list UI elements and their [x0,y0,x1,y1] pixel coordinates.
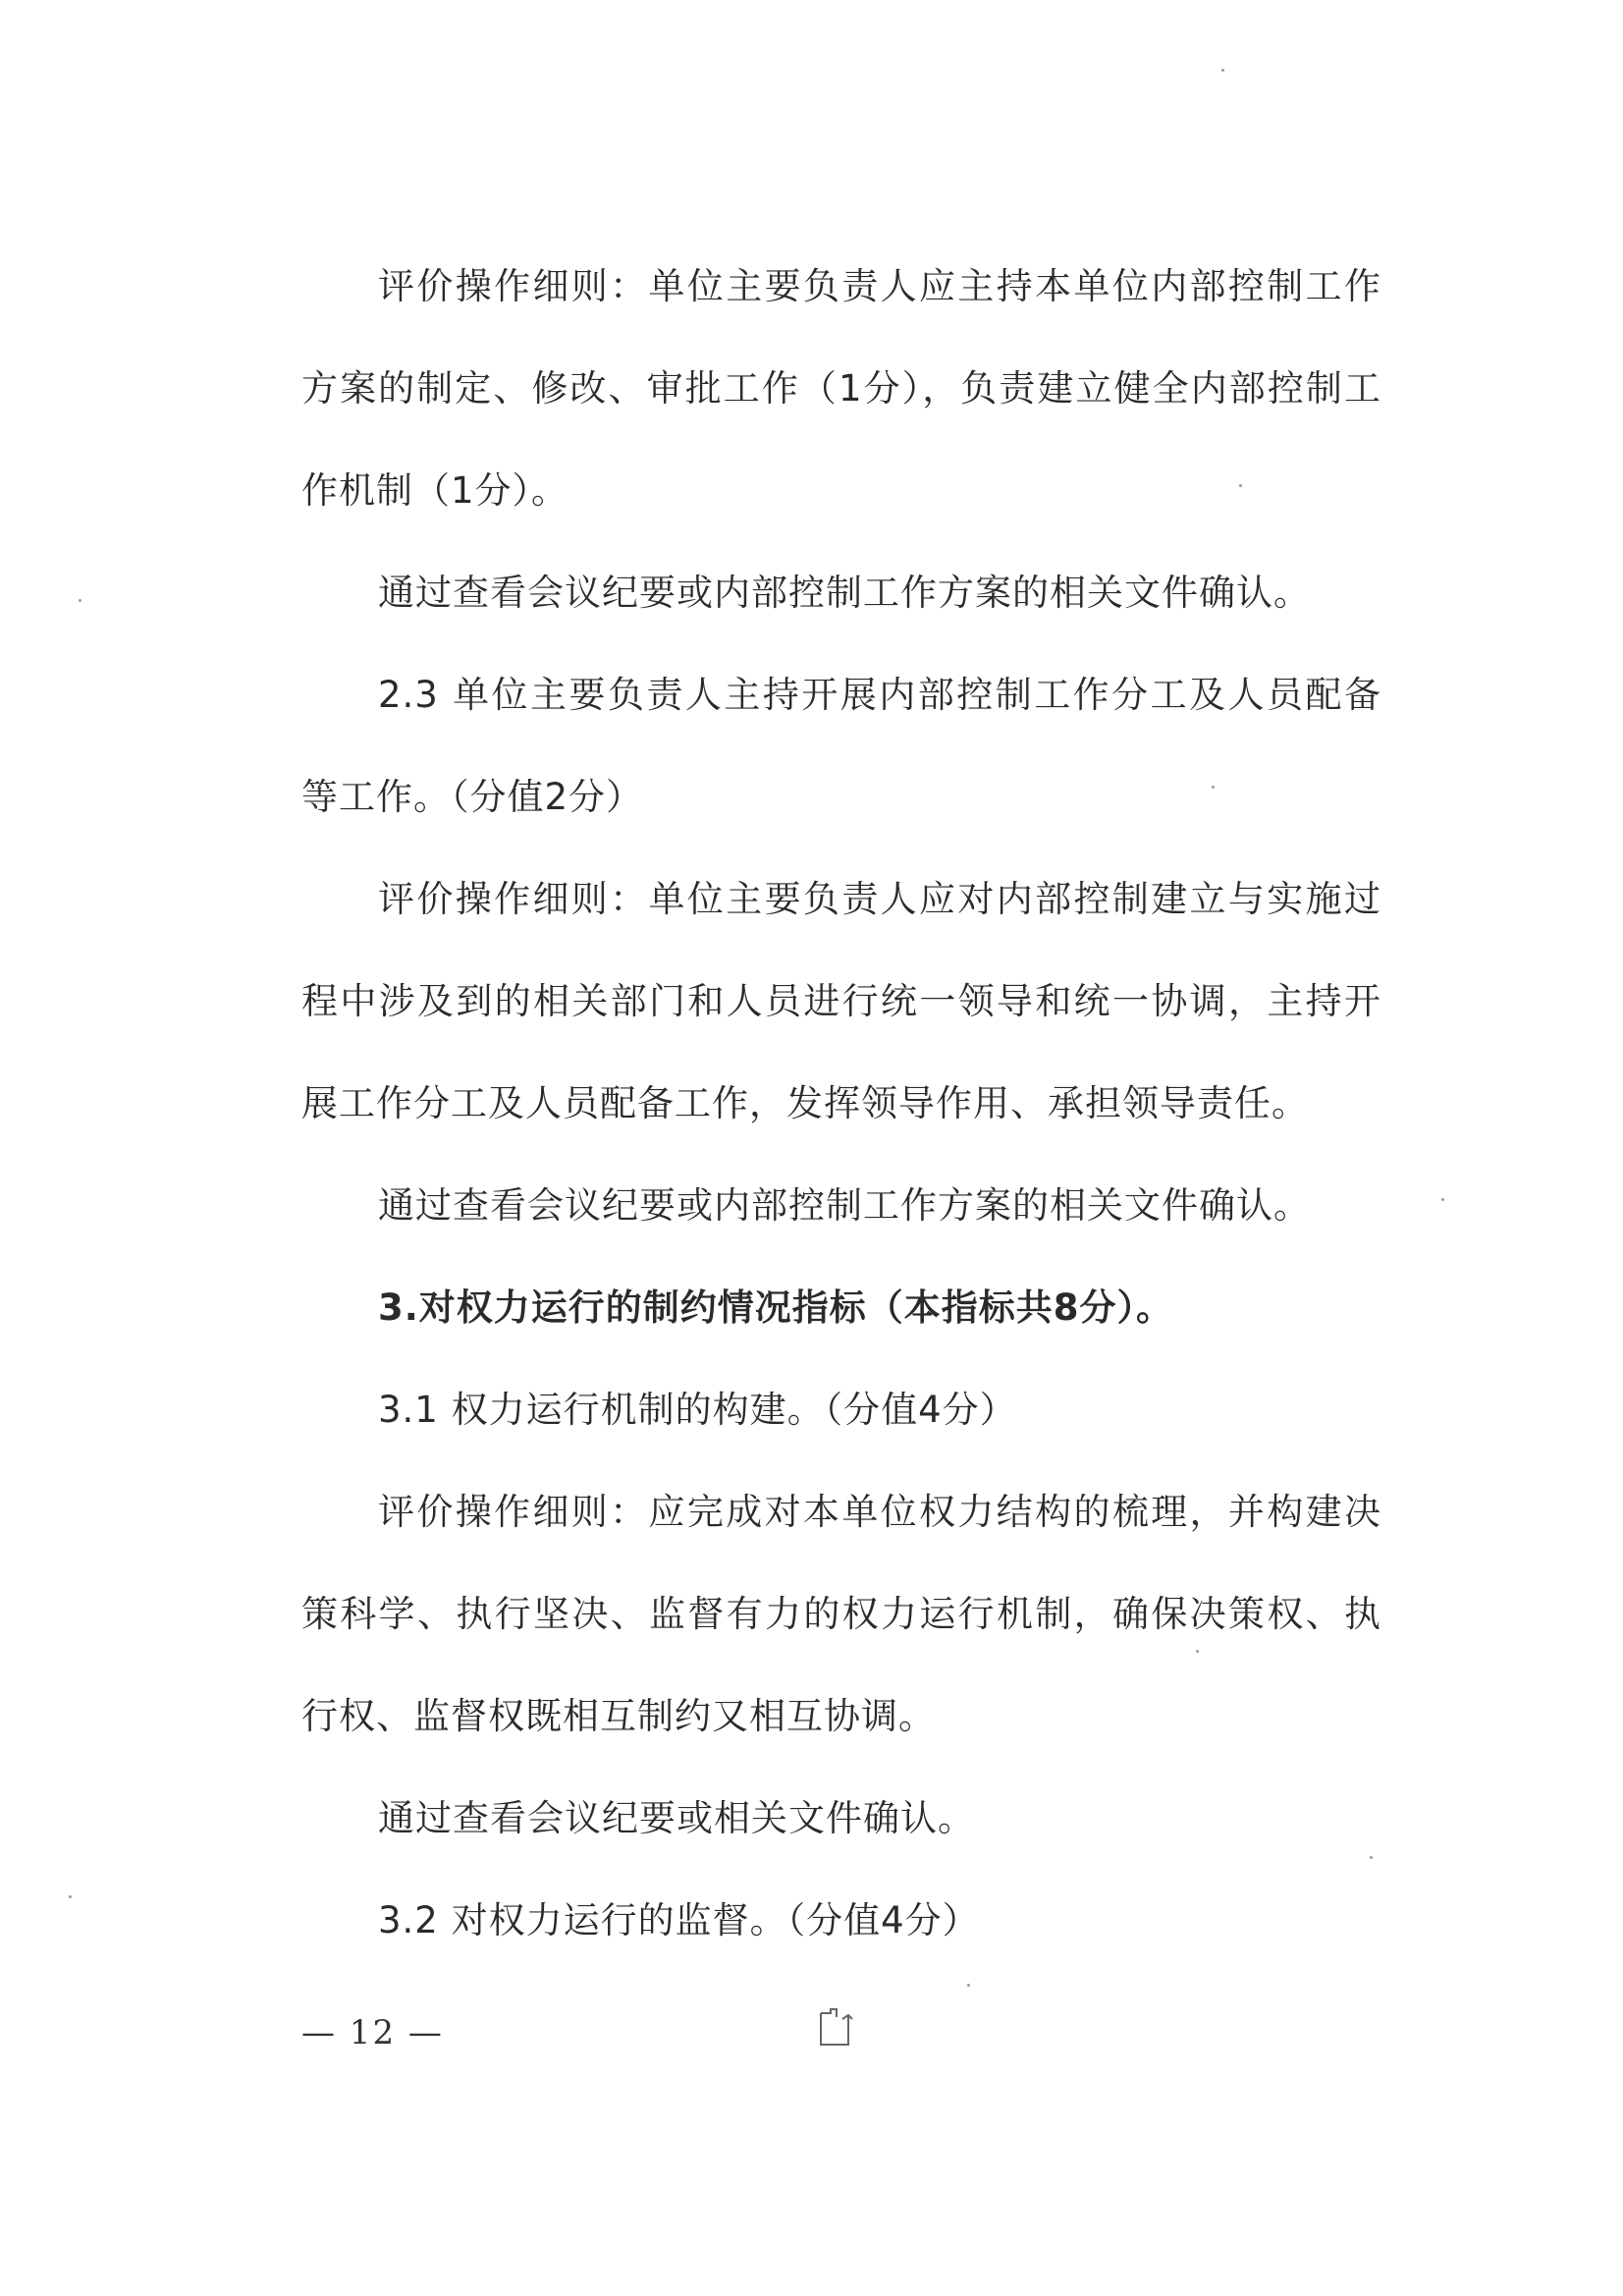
scan-speck [1212,786,1215,789]
paragraph-1: 评价操作细则：单位主要负责人应主持本单位内部控制工作方案的制定、修改、审批工作（1分），负责建立健全内部控制工作机制（1分）。 [301,265,1381,512]
scan-speck [1441,1198,1444,1201]
scan-stamp-mark [815,2005,858,2052]
page-number: — 12 — [301,2013,444,2052]
scan-speck [79,599,81,602]
paragraph-4: 评价操作细则：单位主要负责人应对内部控制建立与实施过程中涉及到的相关部门和人员进行统一领导和统一协调，主持开展工作分工及人员配备工作，发挥领导作用、承担领导责任。 [301,878,1381,1124]
scan-speck [1370,1856,1373,1859]
paragraph-10: 3.2 对权力运行的监督。（分值4分） [378,1899,980,1941]
scan-speck [69,1895,72,1898]
paragraph-7: 3.1 权力运行机制的构建。（分值4分） [378,1389,1017,1431]
section-heading-3: 3.对权力运行的制约情况指标（本指标共8分）。 [378,1286,1174,1329]
scan-speck [1239,484,1242,487]
paragraph-5: 通过查看会议纪要或内部控制工作方案的相关文件确认。 [378,1184,1311,1227]
scan-speck [1196,1650,1199,1653]
paragraph-8: 评价操作细则：应完成对本单位权力结构的梳理，并构建决策科学、执行坚决、监督有力的权力运行机制，确保决策权、执行权、监督权既相互制约又相互协调。 [301,1491,1381,1737]
body-text [301,236,1381,1972]
scan-speck [1221,69,1224,72]
paragraph-9: 通过查看会议纪要或相关文件确认。 [378,1797,975,1839]
scan-speck [967,1984,970,1987]
paragraph-3: 2.3 单位主要负责人主持开展内部控制工作分工及人员配备等工作。（分值2分） [301,674,1381,818]
paragraph-2: 通过查看会议纪要或内部控制工作方案的相关文件确认。 [378,572,1311,614]
